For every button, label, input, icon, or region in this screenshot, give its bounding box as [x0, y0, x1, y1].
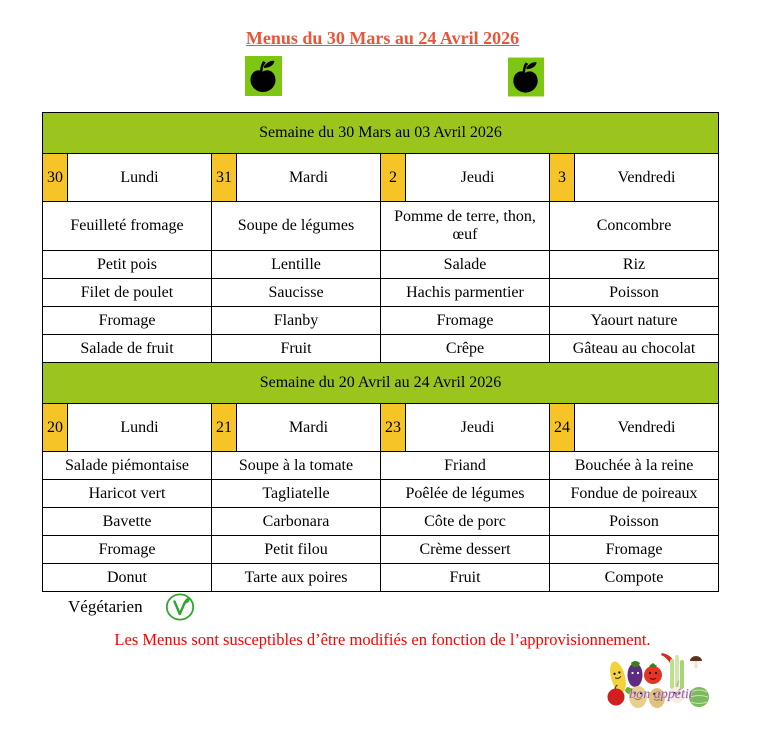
page-title: Menus du 30 Mars au 24 Avril 2026 — [245, 28, 520, 48]
apple-icon — [245, 56, 282, 96]
menu-cell: Bouchée à la reine — [550, 452, 719, 480]
date-cell: 20 — [43, 404, 68, 452]
menu-cell: Poisson — [550, 508, 719, 536]
date-cell: 21 — [212, 404, 237, 452]
day-cell: Lundi — [68, 154, 212, 202]
menu-cell: Hachis parmentier — [381, 279, 550, 307]
menu-cell: Salade — [381, 251, 550, 279]
menu-cell: Poisson — [550, 279, 719, 307]
day-header-row — [43, 154, 719, 202]
day-cell: Vendredi — [575, 404, 719, 452]
day-cell: Jeudi — [406, 404, 550, 452]
menu-cell: Fromage — [381, 307, 550, 335]
vegetarian-legend — [68, 592, 195, 622]
menu-cell: Fromage — [550, 536, 719, 564]
vegetable-characters-clipart — [604, 645, 718, 715]
menu-cell: Filet de poulet — [43, 279, 212, 307]
date-cell: 23 — [381, 404, 406, 452]
menu-cell: Fruit — [212, 335, 381, 363]
menu-cell: Flanby — [212, 307, 381, 335]
menu-cell: Salade piémontaise — [43, 452, 212, 480]
menu-row — [43, 564, 719, 592]
menu-cell: Crème dessert — [381, 536, 550, 564]
menu-cell: Donut — [43, 564, 212, 592]
date-cell: 24 — [550, 404, 575, 452]
day-cell: Jeudi — [406, 154, 550, 202]
menu-row — [43, 452, 719, 480]
disclaimer-note: Les Menus sont susceptibles d’être modifiés en fonction de l’approvisionnement. — [114, 630, 651, 649]
menu-cell: Soupe de légumes — [212, 202, 381, 251]
menu-row — [43, 251, 719, 279]
menu-cell: Friand — [381, 452, 550, 480]
menu-cell: Lentille — [212, 251, 381, 279]
menu-cell: Petit pois — [43, 251, 212, 279]
menu-row — [43, 279, 719, 307]
week-header: Semaine du 30 Mars au 03 Avril 2026 — [43, 113, 719, 154]
menu-row — [43, 480, 719, 508]
day-cell: Mardi — [237, 154, 381, 202]
menu-row — [43, 536, 719, 564]
day-cell: Vendredi — [575, 154, 719, 202]
day-cell: Lundi — [68, 404, 212, 452]
menu-cell: Tarte aux poires — [212, 564, 381, 592]
menu-cell: Fruit — [381, 564, 550, 592]
date-cell: 3 — [550, 154, 575, 202]
menu-cell: Fondue de poireaux — [550, 480, 719, 508]
menu-cell: Fromage — [43, 536, 212, 564]
bon-appetit-text: bon appétit — [629, 687, 693, 702]
menu-cell: Carbonara — [212, 508, 381, 536]
menu-row — [43, 202, 719, 251]
day-header-row — [43, 404, 719, 452]
menu-cell: Poêlée de légumes — [381, 480, 550, 508]
menu-cell: Feuilleté fromage — [43, 202, 212, 251]
apple-icon — [508, 57, 545, 97]
vegetarian-v-leaf-icon — [165, 592, 195, 622]
day-cell: Mardi — [237, 404, 381, 452]
menu-cell: Bavette — [43, 508, 212, 536]
menu-cell: Gâteau au chocolat — [550, 335, 719, 363]
menu-cell: Fromage — [43, 307, 212, 335]
menu-cell: Pomme de terre, thon, œuf — [381, 202, 550, 251]
menu-row — [43, 335, 719, 363]
date-cell: 31 — [212, 154, 237, 202]
menu-row — [43, 307, 719, 335]
menu-table — [42, 112, 719, 592]
menu-cell: Tagliatelle — [212, 480, 381, 508]
menu-cell: Saucisse — [212, 279, 381, 307]
menu-cell: Yaourt nature — [550, 307, 719, 335]
menu-cell: Compote — [550, 564, 719, 592]
week-header: Semaine du 20 Avril au 24 Avril 2026 — [43, 363, 719, 404]
menu-cell: Salade de fruit — [43, 335, 212, 363]
menu-cell: Riz — [550, 251, 719, 279]
menu-cell: Concombre — [550, 202, 719, 251]
menu-cell: Soupe à la tomate — [212, 452, 381, 480]
date-cell: 30 — [43, 154, 68, 202]
menu-cell: Côte de porc — [381, 508, 550, 536]
menu-cell: Haricot vert — [43, 480, 212, 508]
date-cell: 2 — [381, 154, 406, 202]
menu-row — [43, 508, 719, 536]
menu-cell: Petit filou — [212, 536, 381, 564]
vegetarian-label: Végétarien — [68, 597, 143, 616]
menu-cell: Crêpe — [381, 335, 550, 363]
